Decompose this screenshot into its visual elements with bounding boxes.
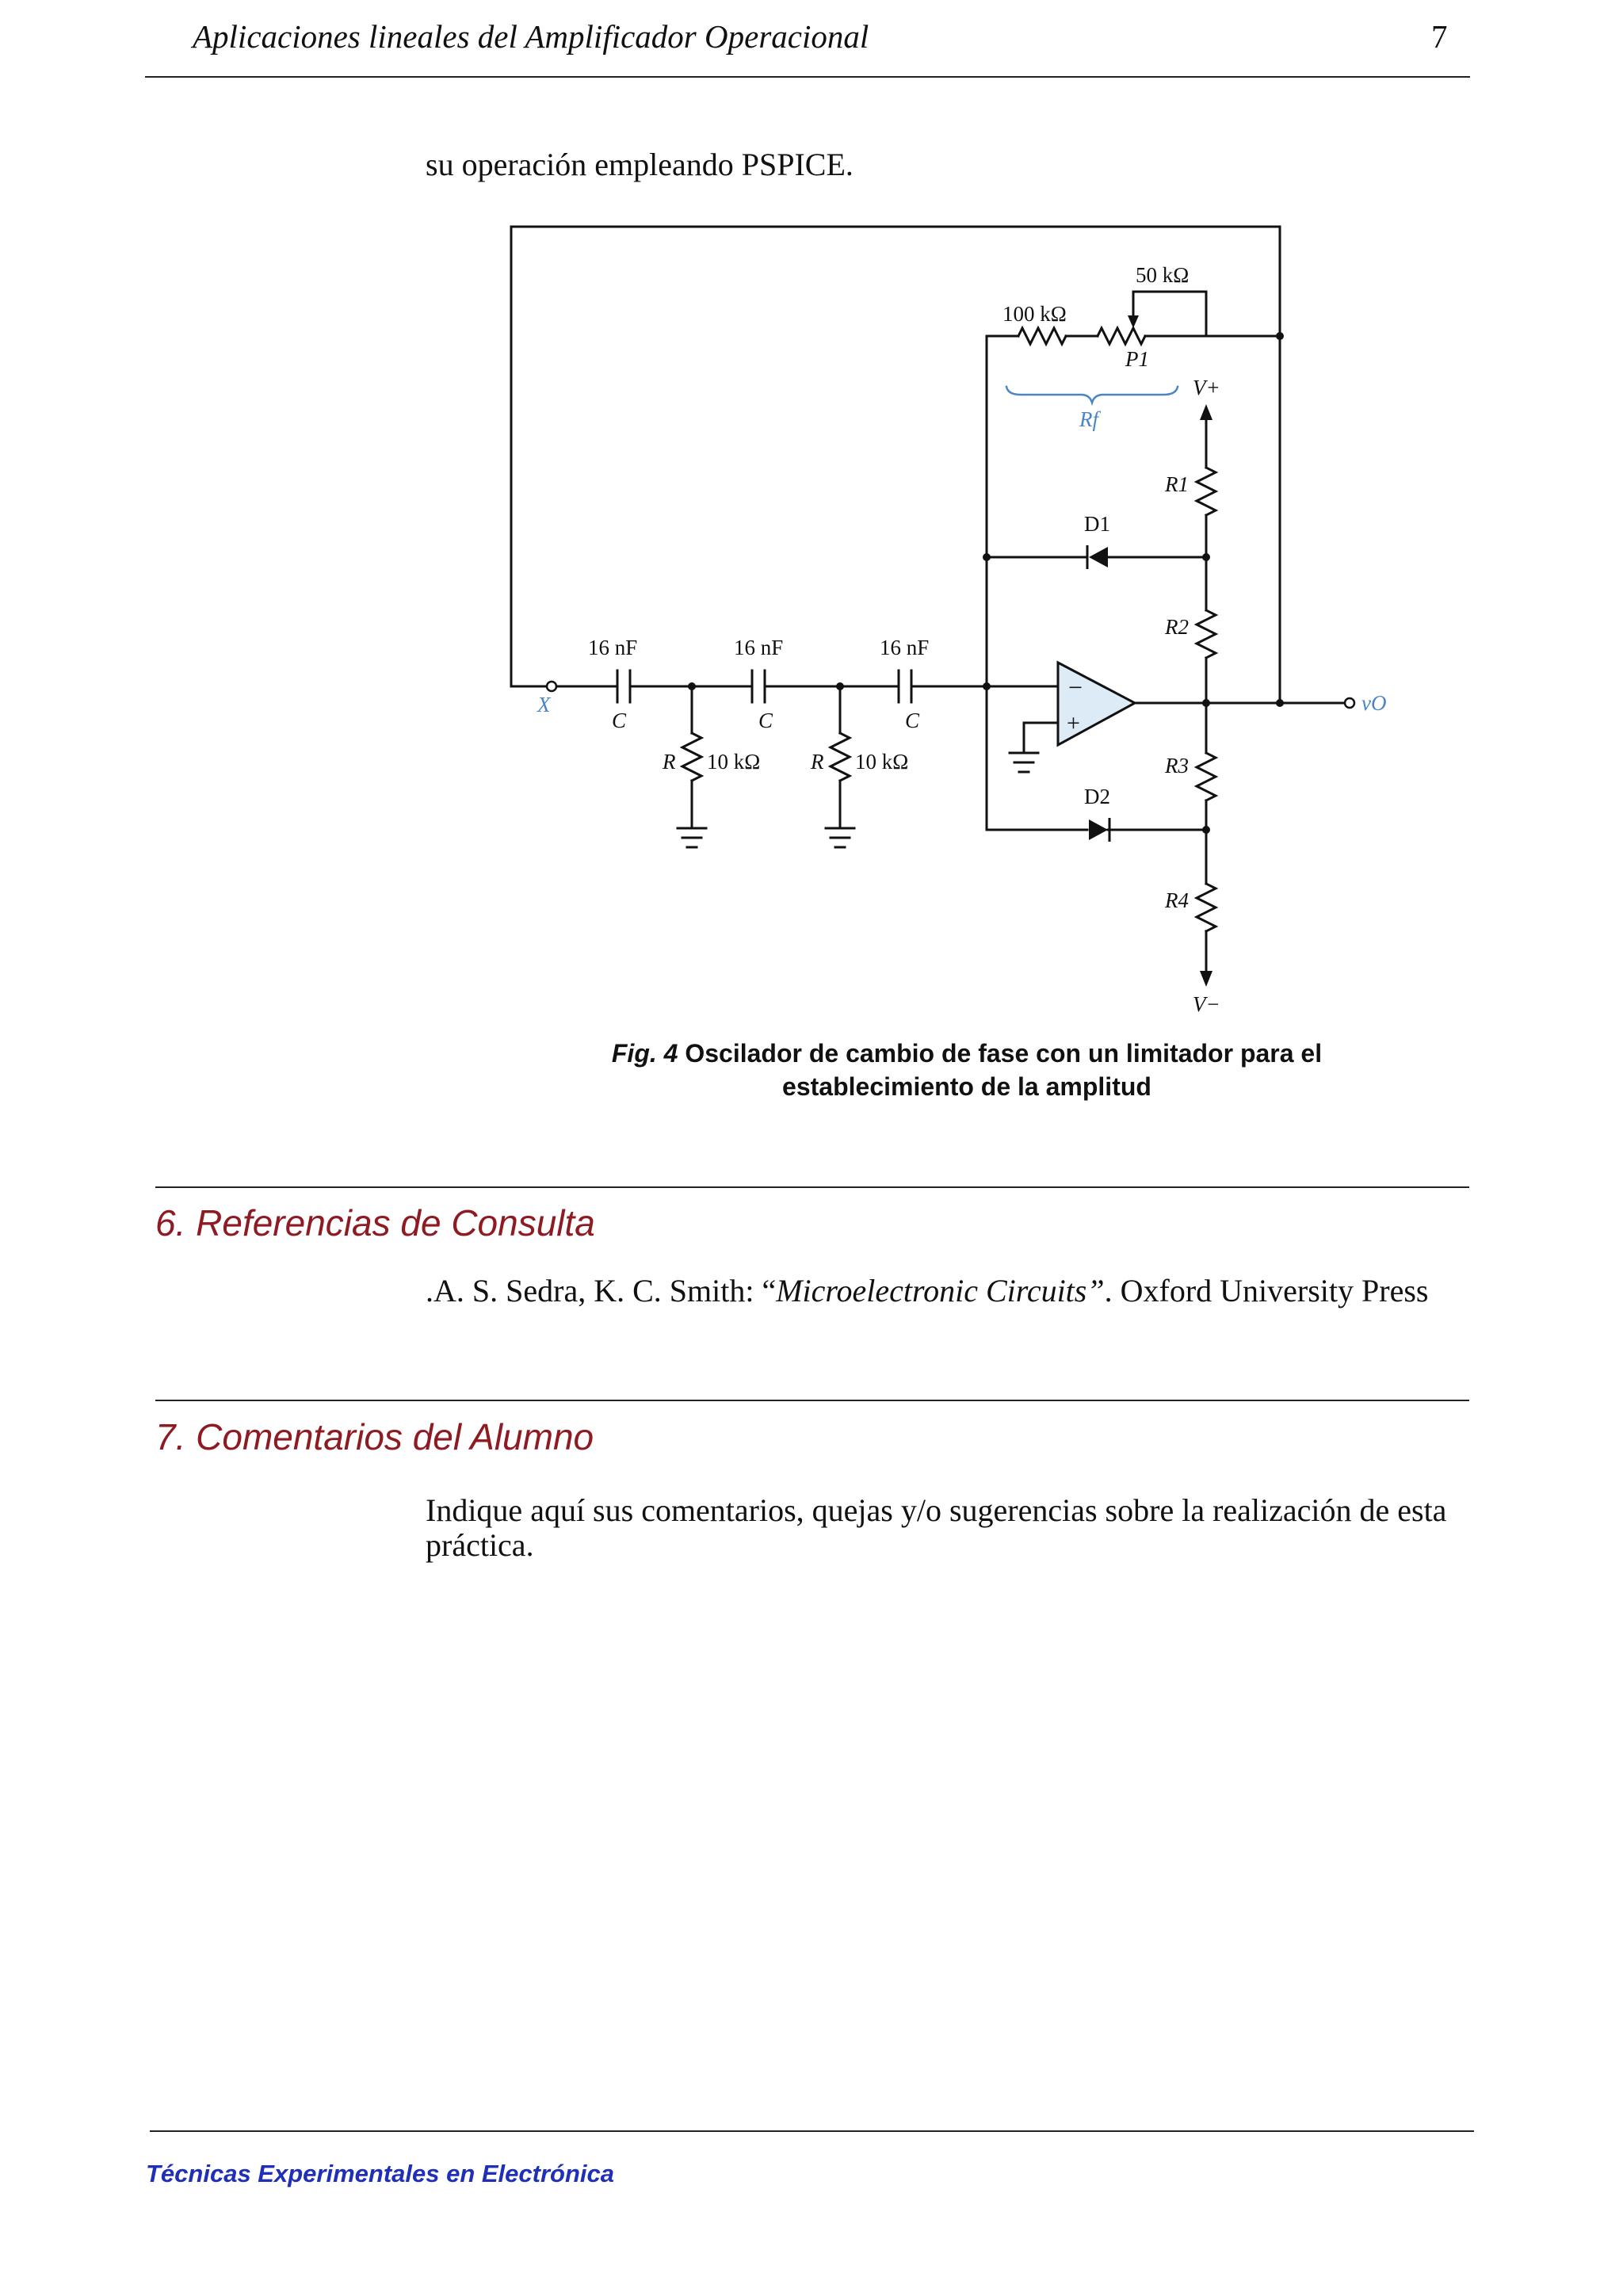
reference-title: Microelectronic Circuits” [776,1273,1105,1308]
cap-2-value-label: 16 nF [734,636,784,659]
d1-label: D1 [1084,512,1110,536]
opamp-minus-sign: − [1068,673,1083,701]
shunt-resistor-b [831,733,850,781]
vminus-arrow [1200,971,1212,987]
resistor-r4 [1197,884,1216,931]
input-terminal-x [547,682,556,691]
rf-brace [1006,387,1178,403]
figure-caption-text: Oscilador de cambio de fase con un limitador para el [685,1039,1323,1068]
input-x-label: X [537,693,551,716]
intro-text: su operación empleando PSPICE. [426,147,854,182]
shunt-resistor-a-value: 10 kΩ [707,750,761,774]
reference-authors: .A. S. Sedra, K. C. Smith: “ [426,1273,777,1308]
resistor-r1 [1197,468,1216,515]
vplus-label: V+ [1193,376,1220,399]
diode-d1 [1089,547,1108,567]
output-vo-label: vO [1361,691,1387,715]
figure-caption-text-2: establecimiento de la amplitud [782,1072,1151,1101]
reference-publisher: . Oxford University Press [1104,1273,1429,1308]
shunt-resistor-a [682,733,701,781]
section6-rule [155,1186,1469,1188]
opamp-plus-sign: + [1067,710,1080,736]
resistor-r2 [1197,610,1216,658]
vplus-arrow [1200,404,1212,420]
rf-fixed-value-label: 100 kΩ [1002,302,1067,326]
resistor-r3 [1197,753,1216,800]
figure-caption-label: Fig. 4 [611,1039,678,1068]
pot-wiper-arrow [1128,315,1139,328]
cap-3-value-label: 16 nF [880,636,930,659]
section7-rule [155,1400,1469,1401]
shunt-resistor-b-label: R [811,750,824,774]
p1-value-label: 50 kΩ [1136,263,1190,287]
p1-label: P1 [1125,347,1149,371]
cap-3-label: C [905,709,920,732]
section6-heading: 6. Referencias de Consulta [155,1202,595,1244]
cap-1-value-label: 16 nF [588,636,638,659]
d2-label: D2 [1084,785,1110,808]
section7-heading: 7. Comentarios del Alumno [155,1416,594,1457]
rf-fixed-resistor [1018,328,1066,344]
shunt-resistor-a-label: R [663,750,676,774]
footer-title: Técnicas Experimentales en Electrónica [146,2160,614,2187]
r3-label: R3 [1165,754,1189,777]
r2-label: R2 [1165,615,1189,639]
rf-label: Rf [1079,407,1098,431]
page-number: 7 [1431,18,1448,55]
comments-line-1: Indique aquí sus comentarios, quejas y/o sugerencias sobre la realización de esta [426,1492,1447,1528]
output-terminal-vo [1345,698,1354,708]
figure-caption [444,1037,1490,1103]
footer-rule [150,2130,1474,2132]
potentiometer-p1 [1098,328,1145,344]
cap-2-label: C [758,709,773,732]
cap-1-label: C [612,709,627,732]
reference-entry [426,1274,1428,1308]
running-header-title: Aplicaciones lineales del Amplificador Operacional [193,18,869,55]
r4-label: R4 [1165,888,1189,912]
r1-label: R1 [1165,472,1189,496]
diode-d2 [1089,819,1108,840]
comments-line-2: práctica. [426,1527,534,1563]
vminus-label: V− [1193,992,1220,1016]
shunt-resistor-b-value: 10 kΩ [855,750,909,774]
